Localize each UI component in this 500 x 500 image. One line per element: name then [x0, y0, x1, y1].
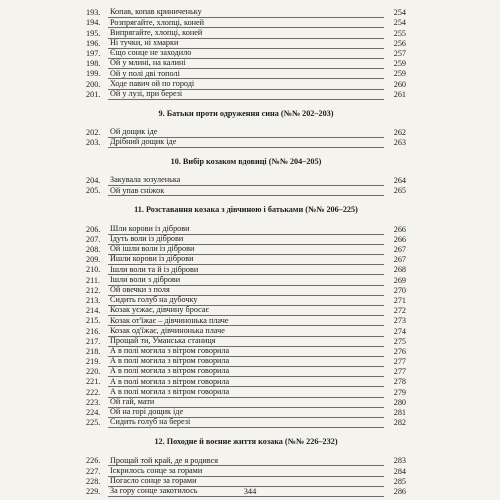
entry-number: 193. [86, 8, 101, 18]
entry-page-number: 279 [393, 387, 406, 397]
entry-title: Ой гай, мати [108, 397, 384, 408]
toc-entry [86, 418, 406, 428]
entry-page-number: 261 [393, 89, 406, 99]
entry-title: Копав, копав криниченьку [108, 7, 384, 18]
entry-page-number: 267 [393, 245, 406, 254]
entry-number: 223. [86, 397, 101, 407]
entry-title: Козак от'їжає – дівчинонька плаче [108, 316, 384, 327]
entry-title: Ходе павич ой по городі [108, 79, 384, 90]
entry-number: 206. [86, 224, 101, 234]
entry-title: Козак од'їжає, дівчинонька плаче [108, 326, 384, 337]
entry-title: Йшли корови із діброви [108, 254, 384, 265]
entry-title: А в полі могила з вітром говорила [108, 366, 384, 377]
entry-title: Закувала зозуленька [108, 175, 384, 186]
entry-page-number: 259 [393, 69, 406, 79]
entry-number: 204. [86, 176, 101, 186]
entry-title: Ішли воли з діброви [108, 275, 384, 286]
entry-page-number: 259 [393, 59, 406, 69]
entry-number: 221. [86, 377, 101, 387]
entry-number: 203. [86, 138, 101, 148]
entry-number: 219. [86, 357, 101, 367]
entry-number: 214. [86, 306, 101, 316]
entry-page-number: 266 [393, 234, 406, 244]
entry-page-number: 272 [393, 306, 406, 316]
entry-page-number: 254 [393, 8, 406, 18]
entry-title: Розпрягайте, хлопці, коней [108, 18, 384, 29]
section-heading: 11. Розставання козака з дівчиною і батьками (№№ 206–225) [134, 205, 358, 215]
entry-title: Ой упав сніжок [108, 186, 384, 197]
table-of-contents [86, 8, 406, 497]
entry-page-number: 277 [393, 357, 406, 367]
entry-number: 224. [86, 408, 101, 417]
entry-page-number: 270 [393, 285, 406, 295]
entry-number: 227. [86, 466, 101, 476]
entry-page-number: 257 [393, 48, 406, 58]
entry-page-number: 278 [393, 377, 406, 387]
entry-number: 207. [86, 234, 101, 244]
entry-number: 212. [86, 285, 101, 295]
entry-page-number: 267 [393, 255, 406, 265]
entry-number: 197. [86, 48, 101, 58]
entry-page-number: 260 [393, 79, 406, 89]
entry-title: Випрягайте, хлопці, коней [108, 28, 384, 39]
entry-page-number: 268 [393, 265, 406, 275]
entry-page-number: 286 [393, 486, 406, 496]
entry-title: Ішли воли та й із діброви [108, 265, 384, 276]
entry-number: 213. [86, 295, 101, 305]
entry-page-number: 281 [393, 408, 406, 417]
entry-number: 211. [86, 275, 101, 285]
entry-number: 229. [86, 486, 101, 496]
entry-page-number: 277 [393, 367, 406, 377]
entry-page-number: 271 [393, 295, 406, 305]
entry-number: 210. [86, 265, 101, 275]
section-heading: 10. Вибір козаком вдовиці (№№ 204–205) [170, 157, 322, 167]
entry-page-number: 256 [393, 38, 406, 48]
entry-title: Прощай той край, де я родився [108, 456, 384, 467]
entry-title: Іскрилось сонце за горами [108, 466, 384, 477]
entry-page-number: 269 [393, 275, 406, 285]
entry-title: Ні тучки, ні хмарки [108, 38, 384, 49]
entry-page-number: 285 [393, 476, 406, 486]
entry-number: 218. [86, 346, 101, 356]
entry-page-number: 283 [393, 456, 406, 466]
entry-title: Сидить голуб на березі [108, 417, 384, 428]
entry-number: 198. [86, 59, 101, 69]
entry-title: А в полі могила з вітром говорила [108, 387, 384, 398]
entry-page-number: 274 [393, 326, 406, 336]
entry-title: Прощай ти, Уманська станиця [108, 336, 384, 347]
entry-page-number: 284 [393, 466, 406, 476]
section-heading: 12. Походне й воєнне життя козака (№№ 226–232) [154, 437, 338, 447]
entry-number: 228. [86, 476, 101, 486]
entry-number: 225. [86, 418, 101, 428]
entry-title: За гору сонце закотилось [108, 486, 384, 497]
entry-title: Шли корови із діброви [108, 224, 384, 235]
entry-title: Ой у млині, на калині [108, 58, 384, 69]
entry-number: 202. [86, 127, 101, 137]
entry-number: 209. [86, 255, 101, 265]
entry-page-number: 276 [393, 346, 406, 356]
entry-number: 200. [86, 79, 101, 89]
entry-title: А в полі могила з вітром говорила [108, 377, 384, 388]
entry-title: Козак уєжає, дівчину бросає [108, 305, 384, 316]
entry-page-number: 266 [393, 224, 406, 234]
entry-number: 215. [86, 316, 101, 326]
entry-page-number: 264 [393, 176, 406, 186]
entry-page-number: 273 [393, 316, 406, 326]
entry-title: Погасло сонце за горами [108, 476, 384, 487]
toc-entry [86, 138, 406, 148]
entry-number: 226. [86, 456, 101, 466]
entry-number: 199. [86, 69, 101, 79]
entry-number: 220. [86, 367, 101, 377]
page-number: 344 [243, 487, 257, 496]
toc-entry [86, 186, 406, 196]
entry-title: Сидить голуб на дубочку [108, 295, 384, 306]
entry-title: А в полі могила з вітром говорила [108, 356, 384, 367]
entry-title: А в полі могила з вітром говорила [108, 346, 384, 357]
entry-title: Єщо сонце не заходило [108, 48, 384, 59]
entry-title: Ой дощик іде [108, 127, 384, 138]
entry-number: 194. [86, 18, 101, 28]
entry-title: Дрібний дощик іде [108, 137, 384, 148]
entry-title: Ой овечки з поля [108, 285, 384, 296]
entry-page-number: 263 [393, 138, 406, 148]
entry-page-number: 255 [393, 28, 406, 38]
entry-page-number: 262 [393, 127, 406, 137]
entry-page-number: 265 [393, 186, 406, 196]
section-heading: 9. Батьки проти одруження сина (№№ 202–203) [158, 108, 334, 118]
entry-title: Ой на горі дощик іде [108, 407, 384, 418]
entry-number: 195. [86, 28, 101, 38]
entry-page-number: 275 [393, 336, 406, 346]
entry-page-number: 282 [393, 418, 406, 428]
entry-title: Ой у полі дві тополі [108, 69, 384, 80]
entry-number: 201. [86, 89, 101, 99]
entry-number: 208. [86, 245, 101, 254]
entry-number: 217. [86, 336, 101, 346]
toc-entry [86, 90, 406, 100]
entry-number: 222. [86, 387, 101, 397]
entry-number: 196. [86, 38, 101, 48]
entry-title: Ідуть воли із діброви [108, 234, 384, 245]
entry-number: 216. [86, 326, 101, 336]
entry-title: Ой ішли воли із діброви [108, 244, 384, 255]
entry-number: 205. [86, 186, 101, 196]
entry-page-number: 254 [393, 18, 406, 28]
entry-title: Ой у лузі, при березі [108, 89, 384, 100]
entry-page-number: 280 [393, 397, 406, 407]
